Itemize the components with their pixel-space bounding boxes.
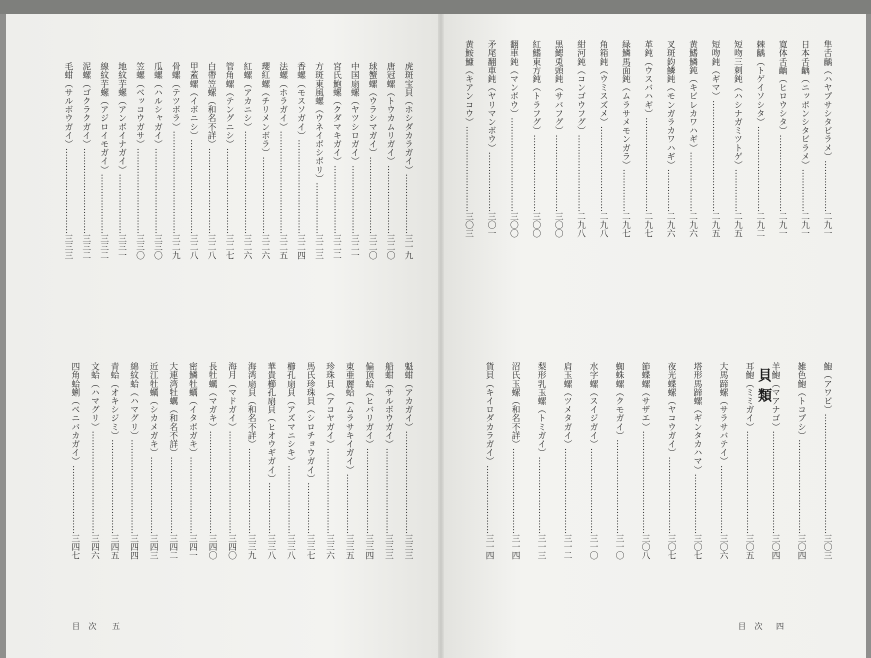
left-bottom-entry: 海湾扇貝（和名不詳）…………………………三三九 xyxy=(246,362,257,560)
right-top-entry: 革鈍（ウスバハギ）……………………………二九七 xyxy=(642,40,653,238)
right-top-entry: 緑鱗馬面鈍（ムラサメモンガラ）……………二九七 xyxy=(620,40,631,238)
left-bottom-entry: 綿紋蛤（ハマグリ）……………………………三四四 xyxy=(128,362,139,560)
right-footer-label: 目 次 xyxy=(738,622,766,631)
right-bottom-entry: 沼氏玉螺（和名不詳）…………………………三一四 xyxy=(510,362,520,560)
left-bottom-entry: 馬氏珍珠貝（シロチョウガイ）………………三三七 xyxy=(305,362,315,560)
left-top-entry: 宮氏鮑螺（クダマキガイ）……………………三二二 xyxy=(331,62,342,260)
right-top-entry: 矛尾翻車鈍（ヤリマンボウ）…………………三〇一 xyxy=(486,40,496,238)
left-bottom-entry: 青蛤（オキシジミ）……………………………三四五 xyxy=(109,362,119,560)
left-top-entry: 唐冠螺（トウカムリガイ）……………………三二〇 xyxy=(385,62,396,260)
right-top-entry: 黄鮟鱇（キアンコウ）…………………………三〇三 xyxy=(463,40,474,238)
left-top-entry: 毛蚶（サルボウガイ）…………………………三三三 xyxy=(62,62,73,260)
left-top-entry: 球蟹螺（ウラシマガイ）………………………三二〇 xyxy=(367,62,378,260)
right-top-entry: 黄鰭鱗鈍（キビレカワハギ）…………………二九六 xyxy=(687,40,698,238)
right-top-entry: 角箱鈍（ウミスズメ）…………………………二九八 xyxy=(598,40,608,238)
left-top-entry: 甲蓋螺（イボニシ）……………………………三二八 xyxy=(188,62,199,260)
right-bottom-entry: 羊鮑（マアナゴ）………………………………三〇四 xyxy=(770,362,780,560)
left-top-entry: 笠螺（ベッコウガサ）…………………………三三〇 xyxy=(134,62,145,260)
right-bottom-entry: 鮑（アワビ）……………………………………三〇三 xyxy=(822,362,832,560)
shellfish-heading: 貝類 xyxy=(756,368,772,408)
right-top-entry: 紺河鈍（コンゴウフグ）………………………二九八 xyxy=(575,40,586,238)
right-bottom-entry: 夜光蝶螺（ヤコウガイ）………………………三〇七 xyxy=(666,362,676,560)
right-bottom-entry: 耳鮑（ミミガイ）………………………………三〇五 xyxy=(744,362,754,560)
left-page-number: 五 xyxy=(112,622,120,631)
right-top-entry: 日本舌齲（ニッポンシタビラメ）……………二九一 xyxy=(799,40,810,238)
left-bottom-entry: 櫛孔扇貝（アズマニシキ）……………………三三八 xyxy=(285,362,296,560)
left-bottom-entry: 文蛤（ハマグリ）………………………………三四六 xyxy=(89,362,100,560)
left-bottom-entry: 珍珠貝（アコヤガイ）…………………………三三六 xyxy=(324,362,335,560)
right-top-entry: 黒鰓兎頭鈍（サバフグ）………………………三〇〇 xyxy=(553,40,564,238)
left-bottom-entry: 長牡蠣（マガキ）………………………………三四〇 xyxy=(207,362,217,560)
left-top-entry: 地紋芋螺（アンボイナガイ）…………………三三一 xyxy=(116,62,127,260)
right-top-entry: 寛体舌齲（ヒロウシタ）………………………二九一 xyxy=(777,40,788,238)
left-top-entry: 方斑東風螺（ウネイボシボリ）………………三二三 xyxy=(313,62,324,260)
left-bottom-entry: 四角蛤蜊（ベニバカガイ）……………………三四七 xyxy=(69,362,80,560)
right-top-entry: 短吻三刺鈍（ハシナガミツトゲ）……………二九五 xyxy=(732,40,743,238)
right-bottom-entry: 節蝶螺（サザエ）………………………………三〇八 xyxy=(640,362,650,560)
book-gutter xyxy=(438,14,444,658)
left-top-entry: 瓜螺（ハルシャガイ）…………………………三三〇 xyxy=(152,62,163,260)
right-bottom-entry: 蜘蛛螺（クモガイ）……………………………三一〇 xyxy=(614,362,624,560)
background-strip xyxy=(0,0,871,14)
right-top-entry: 隼舌齲（ハヤブサシタビラメ）………………二九一 xyxy=(822,40,832,238)
left-footer-label: 目 次 xyxy=(72,622,100,631)
left-bottom-entry: 近江牡蠣（シカメガキ）………………………三四三 xyxy=(148,362,159,560)
left-bottom-entry: 海月（マドガイ）………………………………三四〇 xyxy=(226,362,237,560)
left-bottom-entry: 華貴櫛孔扇貝（ヒオウギガイ）………………三三八 xyxy=(265,362,276,560)
right-top-entry: 叉斑鈞鱗鈍（モンガラカワハギ）……………二九六 xyxy=(665,40,676,238)
right-bottom-entry: 梨形乳玉螺（トミガイ）………………………三一三 xyxy=(536,362,546,560)
left-top-entry: 香螺（モスソガイ）……………………………三二四 xyxy=(295,62,306,260)
left-top-entry: 虎斑宝貝（ホシダカラガイ）…………………三一九 xyxy=(403,62,413,260)
left-top-entry: 瓔紅螺（チリメンボラ）………………………三二六 xyxy=(259,62,270,260)
left-bottom-entry: 密鱗牡蠣（イタボガキ）………………………三四一 xyxy=(187,362,198,560)
right-bottom-entry: 肩玉螺（ツメタガイ）…………………………三一二 xyxy=(562,362,572,560)
left-top-entry: 線紋芋螺（アジロイモガイ）…………………三三二 xyxy=(98,62,109,260)
left-top-entry: 中国扇螺（ヤツシロガイ）……………………三二一 xyxy=(349,62,360,260)
right-bottom-entry: 塔形馬蹄螺（ギンタカハマ）…………………三〇七 xyxy=(692,362,702,560)
left-top-entry: 管角螺（テングニシ）…………………………三二七 xyxy=(224,62,234,260)
left-top-entry: 泥螺（ゴクラクガイ）…………………………三三二 xyxy=(80,62,91,260)
right-top-entry: 棘齲（トゲイソシタ）…………………………二九二 xyxy=(754,40,765,238)
right-bottom-entry: 貨貝（キイロダカラガイ）……………………三一四 xyxy=(484,362,494,560)
right-bottom-entry: 大馬蹄螺（サラサバテイ）……………………三〇六 xyxy=(718,362,728,560)
right-top-entry: 短吻鈍（ギマ）…………………………………二九五 xyxy=(710,40,720,238)
right-bottom-entry: 雑色鮑（トコブシ）……………………………三〇四 xyxy=(796,362,806,560)
right-top-entry: 翻車鈍（マンボウ）……………………………三〇〇 xyxy=(508,40,519,238)
left-bottom-entry: 船蚶（サルボウガイ）…………………………三三三 xyxy=(383,362,394,560)
left-top-entry: 骨螺（テツボラ）………………………………三二九 xyxy=(170,62,181,260)
left-bottom-entry: 魁蚶（アカガイ）………………………………三三三 xyxy=(403,362,413,560)
right-page-number: 四 xyxy=(776,622,784,631)
left-bottom-entry: 偏顶蛤（ヒバリガイ）…………………………三三四 xyxy=(363,362,374,560)
left-bottom-entry: 大連湾牡蠣（和名不詳）………………………三四二 xyxy=(167,362,178,560)
left-top-entry: 白帶笠螺（和名不詳）…………………………三二八 xyxy=(206,62,217,260)
right-top-entry: 紅鰭東方鈍（トラフグ）………………………三〇〇 xyxy=(530,40,541,238)
left-bottom-entry: 東亜麗蛤（ムラサキイガイ）…………………三三五 xyxy=(344,362,355,560)
right-bottom-entry: 水字螺（スイジガイ）…………………………三一〇 xyxy=(588,362,598,560)
left-top-entry: 紅螺（アカニシ）………………………………三二六 xyxy=(241,62,252,260)
left-top-entry: 法螺（ホラガイ）………………………………三二五 xyxy=(277,62,288,260)
